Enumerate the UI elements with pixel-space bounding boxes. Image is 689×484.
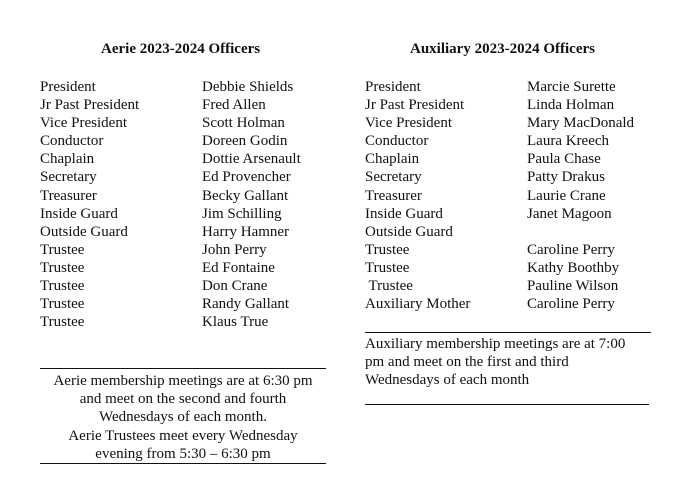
officer-role: Trustee bbox=[40, 314, 85, 331]
officer-role: Conductor bbox=[40, 133, 104, 150]
aerie-note-top-divider bbox=[40, 368, 326, 369]
aerie-officer-row bbox=[40, 241, 301, 259]
officer-name: Marcie Surette bbox=[527, 79, 616, 95]
aerie-officer-row bbox=[40, 132, 301, 150]
officer-name: Ed Provencher bbox=[202, 169, 291, 186]
officer-role: Treasurer bbox=[40, 187, 97, 204]
aerie-note-line: Wednesdays of each month. bbox=[99, 409, 267, 426]
auxiliary-officer-row bbox=[365, 277, 634, 295]
aerie-meeting-note bbox=[40, 372, 326, 463]
aerie-title: Aerie 2023-2024 Officers bbox=[101, 41, 261, 57]
aerie-officer-row bbox=[40, 187, 301, 205]
aerie-officer-row bbox=[40, 313, 301, 331]
officer-name: Pauline Wilson bbox=[527, 278, 619, 295]
auxiliary-title: Auxiliary 2023-2024 Officers bbox=[410, 41, 595, 57]
auxiliary-officer-row bbox=[365, 295, 634, 313]
auxiliary-officer-row bbox=[365, 114, 634, 132]
officer-name: Debbie Shields bbox=[202, 79, 294, 95]
auxiliary-officer-row bbox=[365, 168, 634, 186]
officer-name: Ed Fontaine bbox=[202, 259, 275, 276]
aerie-officer-row bbox=[40, 168, 301, 186]
officer-role: Vice President bbox=[365, 115, 452, 132]
officer-role: President bbox=[365, 79, 421, 95]
aerie-officer-list bbox=[40, 78, 301, 331]
officer-role: Vice President bbox=[40, 115, 127, 132]
auxiliary-meeting-note bbox=[365, 335, 651, 390]
aerie-officer-row bbox=[40, 78, 301, 96]
aerie-officer-row bbox=[40, 114, 301, 132]
officer-name: John Perry bbox=[202, 241, 267, 258]
officer-role: Inside Guard bbox=[40, 205, 118, 222]
officer-name: Paula Chase bbox=[527, 151, 601, 168]
aerie-note-bottom-divider bbox=[40, 463, 326, 464]
auxiliary-officer-row bbox=[365, 241, 634, 259]
auxiliary-officer-list bbox=[365, 78, 634, 313]
aerie-officer-row bbox=[40, 295, 301, 313]
officer-name: Dottie Arsenault bbox=[202, 151, 301, 168]
auxiliary-officer-row bbox=[365, 96, 634, 114]
officer-role: Jr Past President bbox=[40, 97, 140, 114]
officer-name: Linda Holman bbox=[527, 97, 615, 114]
auxiliary-note-top-divider bbox=[365, 332, 651, 333]
officer-role: Inside Guard bbox=[365, 205, 443, 222]
officer-role: Trustee bbox=[40, 259, 85, 276]
officer-name: Becky Gallant bbox=[202, 187, 289, 204]
aerie-note-line: evening from 5:30 – 6:30 pm bbox=[95, 445, 271, 462]
officer-name: Jim Schilling bbox=[202, 205, 282, 222]
officer-name: Kathy Boothby bbox=[527, 259, 620, 276]
auxiliary-note-bottom-divider bbox=[365, 404, 649, 405]
auxiliary-note-line: Wednesdays of each month bbox=[365, 372, 530, 389]
auxiliary-officer-row bbox=[365, 205, 634, 223]
auxiliary-note-line: pm and meet on the first and third bbox=[365, 354, 569, 371]
officer-role: Trustee bbox=[40, 278, 85, 295]
officer-name: Janet Magoon bbox=[527, 205, 612, 222]
officer-name: Harry Hamner bbox=[202, 223, 290, 240]
aerie-note-line: Aerie Trustees meet every Wednesday bbox=[68, 427, 298, 444]
aerie-officer-row bbox=[40, 277, 301, 295]
aerie-officer-row bbox=[40, 150, 301, 168]
officer-name: Doreen Godin bbox=[202, 133, 288, 150]
officer-role: Chaplain bbox=[365, 151, 420, 168]
aerie-note-line: Aerie membership meetings are at 6:30 pm bbox=[53, 373, 313, 389]
officer-role: Outside Guard bbox=[40, 223, 128, 240]
officer-name: Caroline Perry bbox=[527, 296, 615, 313]
officer-role: Trustee bbox=[365, 278, 413, 295]
officer-role: Chaplain bbox=[40, 151, 95, 168]
auxiliary-officer-row bbox=[365, 259, 634, 277]
officer-name: Don Crane bbox=[202, 278, 268, 295]
auxiliary-officer-row bbox=[365, 187, 634, 205]
officer-name: Mary MacDonald bbox=[527, 115, 635, 132]
officer-name: Laurie Crane bbox=[527, 187, 606, 204]
auxiliary-note-line: Auxiliary membership meetings are at 7:00 bbox=[365, 336, 626, 352]
officer-role: Conductor bbox=[365, 133, 429, 150]
aerie-officer-row bbox=[40, 259, 301, 277]
officer-role: Trustee bbox=[40, 296, 85, 313]
officer-name: Patty Drakus bbox=[527, 169, 605, 186]
officer-role: President bbox=[40, 79, 96, 95]
aerie-officer-row bbox=[40, 205, 301, 223]
officer-name: Caroline Perry bbox=[527, 241, 615, 258]
officer-role: Trustee bbox=[40, 241, 85, 258]
officer-role: Trustee bbox=[365, 241, 410, 258]
officer-name: Randy Gallant bbox=[202, 296, 290, 313]
auxiliary-officer-row bbox=[365, 150, 634, 168]
officer-name: Scott Holman bbox=[202, 115, 285, 132]
aerie-note-line: and meet on the second and fourth bbox=[79, 391, 287, 408]
auxiliary-officer-row bbox=[365, 132, 634, 150]
officer-name: Klaus True bbox=[202, 314, 269, 331]
officer-role: Auxiliary Mother bbox=[365, 296, 471, 313]
officer-name: Fred Allen bbox=[202, 97, 266, 114]
officer-role: Jr Past President bbox=[365, 97, 465, 114]
auxiliary-officer-row bbox=[365, 223, 634, 241]
officer-role: Secretary bbox=[365, 169, 422, 186]
officer-role: Trustee bbox=[365, 259, 410, 276]
officer-role: Secretary bbox=[40, 169, 97, 186]
aerie-officer-row bbox=[40, 96, 301, 114]
officer-role: Treasurer bbox=[365, 187, 422, 204]
auxiliary-officer-row bbox=[365, 78, 634, 96]
aerie-officer-row bbox=[40, 223, 301, 241]
officer-name: Laura Kreech bbox=[527, 133, 610, 150]
officer-role: Outside Guard bbox=[365, 223, 453, 240]
